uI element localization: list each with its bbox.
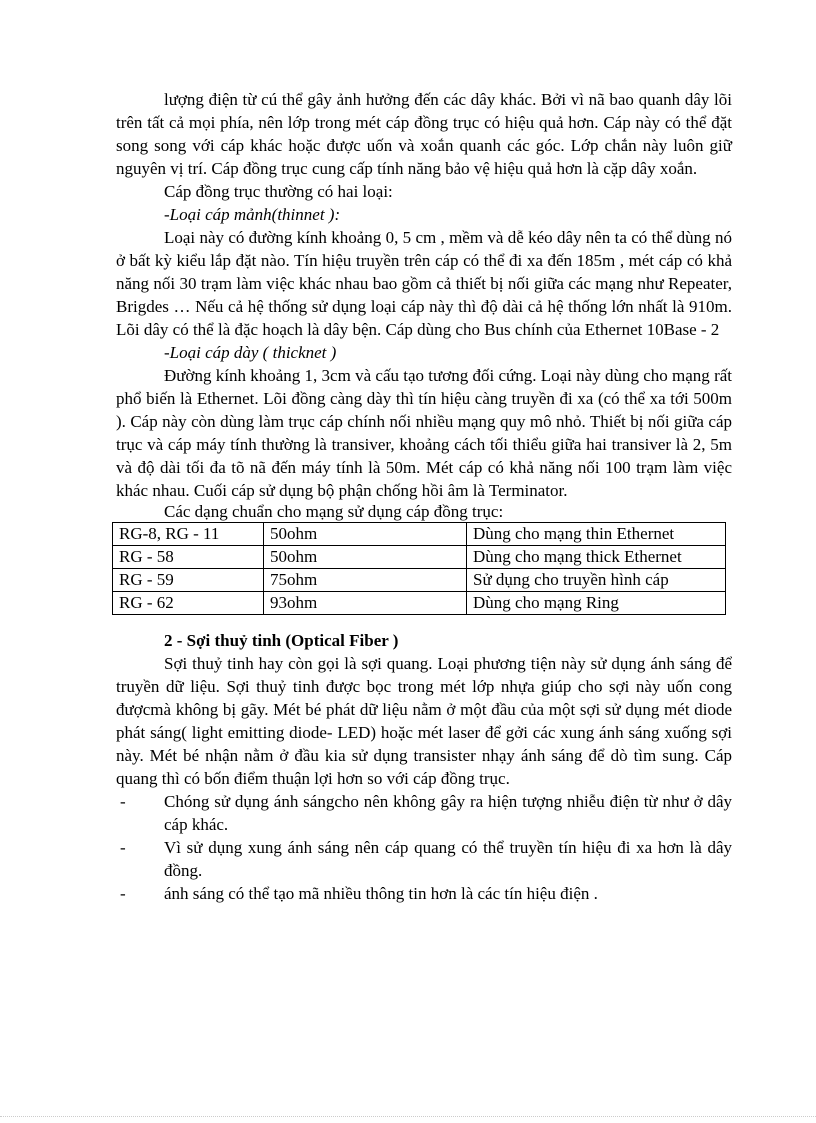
- bullet-text: Vì sử dụng xung ánh sáng nên cáp quang có thể truyền tín hiệu đi xa hơn là dây đồng.: [164, 838, 732, 880]
- table-cell: Dùng cho mạng thin Ethernet: [467, 523, 726, 546]
- table-row: [113, 523, 726, 546]
- table-cell: 93ohm: [264, 592, 467, 615]
- table-row: [113, 546, 726, 569]
- list-item: [116, 882, 732, 905]
- paragraph-coax-shielding: lượng điện từ cú thể gây ảnh hưởng đến các dây khác. Bởi vì nã bao quanh dây lõi trên tất cả mọi phía, nên lớp trong mét cáp đồng trục có hiệu quả hơn. Cáp này có thể đặt song song với cáp khác hoặc được uốn và xoắn quanh các góc. Lớp chắn này luôn giữ nguyên vị trí. Cáp đồng trục cung cấp tính năng bảo vệ hiệu quả hơn là cặp dây xoắn.: [116, 90, 732, 178]
- paragraph-thicknet: Đường kính khoảng 1, 3cm và cấu tạo tương đối cứng. Loại này dùng cho mạng rất phổ biến là Ethernet. Lõi đồng càng dày thì tín hiệu càng truyền đi xa (có thể xa tới 500m ). Cáp này còn dùng làm trục cáp chính nối nhiều mạng quy mô nhỏ. Thiết bị nối giữa cáp trục và cáp máy tính thường là transiver, khoảng cách tối thiểu giữa hai transiver là 2, 5m và độ dài tối đa tõ nã đến máy tính là 50m. Mét cáp có khả năng nối 100 trạm làm việc khác nhau. Cuối cáp sử dụng bộ phận chống hồi âm là Terminator.: [116, 366, 732, 500]
- section-title-vi: Sợi thuỷ tinh: [186, 631, 282, 650]
- bullet-text: ánh sáng có thể tạo mã nhiều thông tin hơn là các tín hiệu điện .: [164, 884, 598, 903]
- subheading-thinnet: -Loại cáp mảnh(thinnet ):: [164, 205, 341, 224]
- table-cell: Dùng cho mạng thick Ethernet: [467, 546, 726, 569]
- document-page: [116, 88, 732, 905]
- section-number: 2 -: [164, 631, 183, 650]
- table-cell: 50ohm: [264, 523, 467, 546]
- table-cell: Sử dụng cho truyền hình cáp: [467, 569, 726, 592]
- list-item: [116, 836, 732, 882]
- paragraph-standards-intro: Các dạng chuẩn cho mạng sử dụng cáp đồng trục:: [164, 502, 504, 521]
- table-cell: RG - 58: [113, 546, 264, 569]
- section-heading-optical-fiber: [116, 629, 732, 652]
- paragraph-coax-types-intro: Cáp đồng trục thường có hai loại:: [164, 182, 393, 201]
- page-bottom-divider: [0, 1116, 816, 1117]
- paragraph-optical-fiber: Sợi thuỷ tinh hay còn gọi là sợi quang. Loại phương tiện này sử dụng ánh sáng để truyền dữ liệu. Sợi thuỷ tinh được bọc trong mét lớp nhựa giúp cho sợi này uốn cong đượcmà không bị gãy. Mét bé phát dữ liệu nằm ở một đầu của một sợi sử dụng mét diode phát sáng( light emitting diode- LED) hoặc mét laser để gởi các xung ánh sáng xuống sợi này. Mét bé nhận nằm ở đầu kia sử dụng transister nhạy ánh sáng để dò tìm sung. Cáp quang thì có bốn điểm thuận lợi hơn so với cáp đồng trục.: [116, 654, 732, 788]
- list-item: [116, 790, 732, 836]
- bullet-dash: -: [120, 792, 126, 811]
- table-cell: Dùng cho mạng Ring: [467, 592, 726, 615]
- paragraph-thinnet: Loại này có đường kính khoảng 0, 5 cm , mềm và dễ kéo dây nên ta có thể dùng nó ở bất kỳ kiểu lắp đặt nào. Tín hiệu truyền trên cáp có thể đi xa đến 185m , mét cáp có khả năng nối 30 trạm làm việc khác nhau bao gồm cả thiết bị nối giữa các mạng như Repeater, Brigdes … Nếu cả hệ thống sử dụng loại cáp này thì độ dài cả hệ thống lớn nhất là 910m. Lõi dây có thể là đặc hoạch là dây bện. Cáp dùng cho Bus chính của Ethernet 10Base - 2: [116, 228, 732, 339]
- section-title-en: (Optical Fiber ): [285, 631, 399, 650]
- bullet-dash: -: [120, 838, 126, 857]
- table-cell: 50ohm: [264, 546, 467, 569]
- table-row: [113, 592, 726, 615]
- table-cell: RG-8, RG - 11: [113, 523, 264, 546]
- table-cell: 75ohm: [264, 569, 467, 592]
- subheading-thicknet: -Loại cáp dày ( thicknet ): [164, 343, 337, 362]
- bullet-text: Chóng sử dụng ánh sángcho nên không gây ra hiện tượng nhiễu điện từ như ở dây cáp khác.: [164, 792, 732, 834]
- table-cell: RG - 59: [113, 569, 264, 592]
- table-row: [113, 569, 726, 592]
- table-cell: RG - 62: [113, 592, 264, 615]
- bullet-dash: -: [120, 884, 126, 903]
- coax-standards-table: [112, 522, 726, 615]
